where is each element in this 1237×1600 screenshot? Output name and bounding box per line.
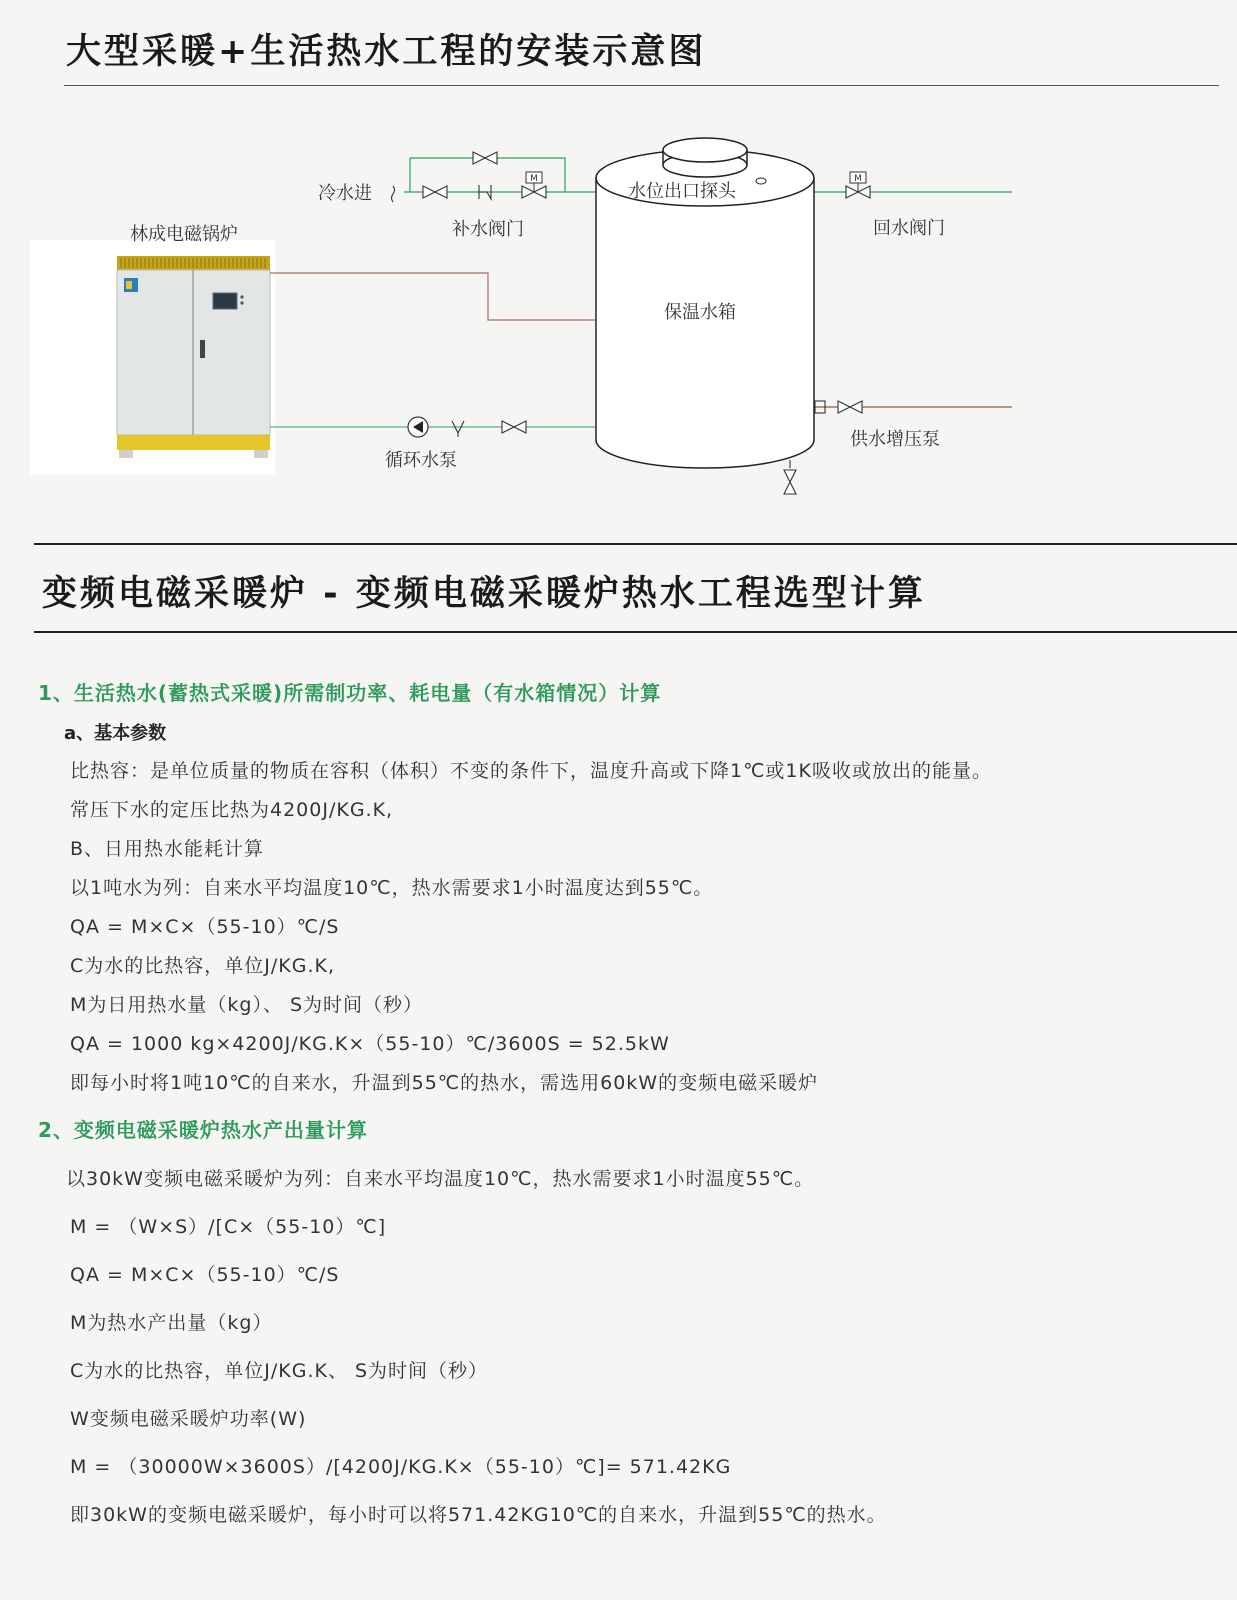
bypass-valve-icon bbox=[473, 152, 497, 164]
tank-label: 保温水箱 bbox=[664, 302, 736, 323]
part2-line: C为水的比热容，单位J/KG.K、 S为时间（秒） bbox=[70, 1360, 489, 1382]
part2-line: M = （W×S）/[C×（55-10）℃] bbox=[70, 1216, 387, 1238]
part1-line: C为水的比热容，单位J/KG.K, bbox=[70, 955, 335, 977]
section-title: 变频电磁采暖炉 - 变频电磁采暖炉热水工程选型计算 bbox=[42, 574, 926, 614]
circulation-pump-label: 循环水泵 bbox=[385, 450, 457, 471]
part2-line: W变频电磁采暖炉功率(W) bbox=[70, 1408, 307, 1430]
part1-line: QA = 1000 kg×4200J/KG.K×（55-10）℃/3600S = 52.5kW bbox=[70, 1033, 670, 1055]
svg-text:M: M bbox=[530, 174, 538, 184]
inlet-valve-icon bbox=[423, 186, 447, 198]
part1-line: 比热容：是单位质量的物质在容积（体积）不变的条件下，温度升高或下降1℃或1K吸收或放出的能量。 bbox=[70, 760, 992, 782]
part2-line: M = （30000W×3600S）/[4200J/KG.K×（55-10）℃]= 571.42KG bbox=[70, 1456, 732, 1478]
installation-diagram bbox=[0, 100, 1237, 500]
part2-heading: 2、变频电磁采暖炉热水产出量计算 bbox=[38, 1118, 368, 1142]
filter-icon bbox=[452, 421, 464, 437]
part2-line: M为热水产出量（kg） bbox=[70, 1312, 273, 1334]
strainer-icon bbox=[392, 186, 395, 202]
boiler-label: 林成电磁锅炉 bbox=[130, 224, 238, 245]
part1-heading: 1、生活热水(蓄热式采暖)所需制功率、耗电量（有水箱情况）计算 bbox=[38, 681, 662, 705]
part1-line: 常压下水的定压比热为4200J/KG.K, bbox=[70, 799, 394, 821]
supply-pump-label: 供水增压泵 bbox=[850, 429, 940, 450]
circulation-pump-icon bbox=[408, 417, 428, 437]
part2-line: 即30kW的变频电磁采暖炉，每小时可以将571.42KG10℃的自来水，升温到55℃的热水。 bbox=[70, 1504, 887, 1526]
svg-text:M: M bbox=[854, 174, 862, 184]
part2-line: QA = M×C×（55-10）℃/S bbox=[70, 1264, 340, 1286]
part1-line: QA = M×C×（55-10）℃/S bbox=[70, 916, 340, 938]
section-top-divider bbox=[34, 543, 1237, 545]
cold-water-in-label: 冷水进 bbox=[318, 183, 372, 204]
part1-line: 以1吨水为列：自来水平均温度10℃，热水需要求1小时温度达到55℃。 bbox=[70, 877, 714, 899]
drain-valve-icon bbox=[784, 470, 796, 494]
part2-line: 以30kW变频电磁采暖炉为列：自来水平均温度10℃，热水需要求1小时温度55℃。 bbox=[66, 1168, 815, 1190]
part1-line: B、日用热水能耗计算 bbox=[70, 838, 265, 860]
circulation-valve-icon bbox=[502, 421, 526, 433]
title-divider bbox=[64, 85, 1219, 86]
return-valve-label: 回水阀门 bbox=[873, 218, 945, 239]
hot-supply-pipe bbox=[270, 273, 596, 320]
makeup-valve-label: 补水阀门 bbox=[452, 219, 524, 240]
part1-subhead: a、基本参数 bbox=[64, 723, 167, 744]
section-bottom-divider bbox=[34, 631, 1237, 633]
supply-valve-icon bbox=[838, 401, 862, 413]
part1-line: 即每小时将1吨10℃的自来水，升温到55℃的热水，需选用60kW的变频电磁采暖炉 bbox=[70, 1072, 819, 1094]
level-probe-label: 水位出口探头 bbox=[628, 181, 736, 202]
page-title: 大型采暖+生活热水工程的安装示意图 bbox=[66, 32, 707, 72]
boiler bbox=[30, 240, 275, 475]
part1-line: M为日用热水量（kg）、 S为时间（秒） bbox=[70, 994, 424, 1016]
